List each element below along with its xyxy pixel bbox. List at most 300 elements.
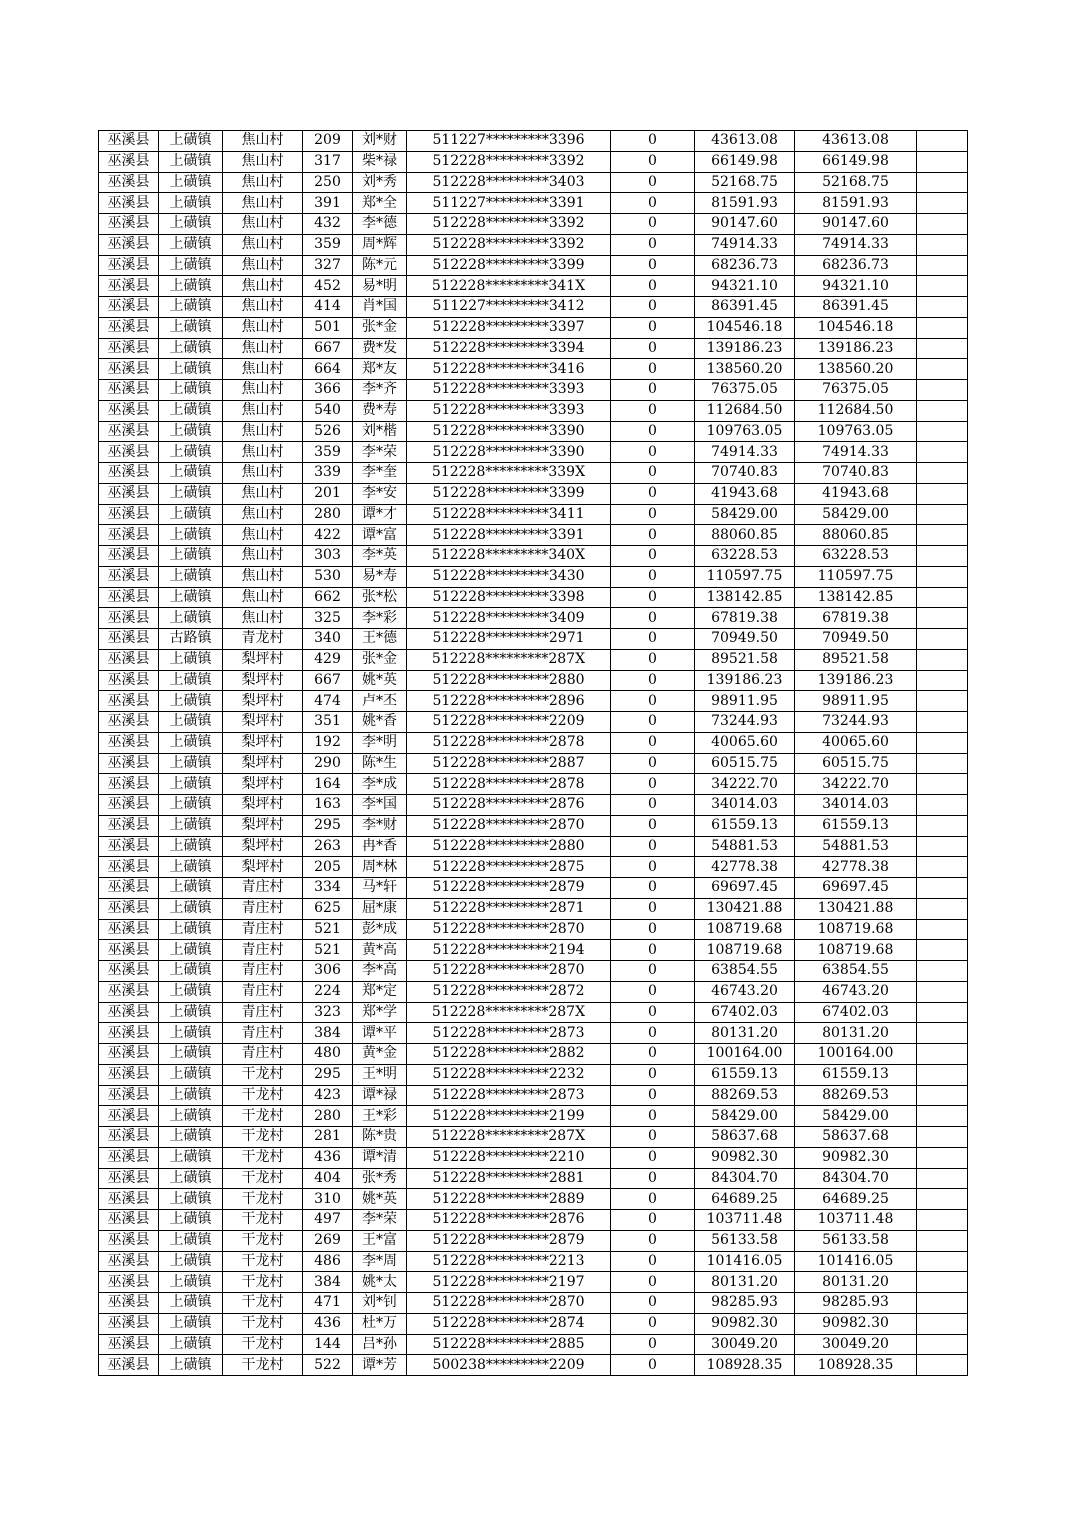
- town-cell: 上磺镇: [159, 981, 223, 1002]
- zero-cell: 0: [611, 712, 695, 733]
- village-cell: 焦山村: [223, 276, 303, 297]
- zero-cell: 0: [611, 1189, 695, 1210]
- village-cell: 焦山村: [223, 380, 303, 401]
- total-cell: 60515.75: [795, 753, 917, 774]
- village-cell: 梨坪村: [223, 670, 303, 691]
- village-cell: 焦山村: [223, 400, 303, 421]
- county-cell: 巫溪县: [99, 297, 159, 318]
- name-cell: 张*金: [353, 649, 407, 670]
- name-cell: 易*明: [353, 276, 407, 297]
- name-cell: 李*荣: [353, 1210, 407, 1231]
- table-row: [99, 1272, 968, 1293]
- total-cell: 67402.03: [795, 1002, 917, 1023]
- name-cell: 黄*高: [353, 940, 407, 961]
- name-cell: 谭*富: [353, 525, 407, 546]
- table-row: [99, 940, 968, 961]
- id-number-cell: 512228*********3391: [407, 525, 611, 546]
- amount-cell: 73244.93: [695, 712, 795, 733]
- note-cell: [917, 483, 968, 504]
- id-number-cell: 512228*********3393: [407, 400, 611, 421]
- note-cell: [917, 774, 968, 795]
- town-cell: 上磺镇: [159, 670, 223, 691]
- town-cell: 上磺镇: [159, 1085, 223, 1106]
- zero-cell: 0: [611, 961, 695, 982]
- amount-cell: 104546.18: [695, 317, 795, 338]
- name-cell: 吕*孙: [353, 1334, 407, 1355]
- village-cell: 焦山村: [223, 525, 303, 546]
- amount-cell: 66149.98: [695, 151, 795, 172]
- table-row: [99, 483, 968, 504]
- table-row: [99, 1189, 968, 1210]
- table-row: [99, 1023, 968, 1044]
- area-cell: 281: [303, 1127, 353, 1148]
- note-cell: [917, 131, 968, 152]
- county-cell: 巫溪县: [99, 546, 159, 567]
- village-cell: 干龙村: [223, 1189, 303, 1210]
- county-cell: 巫溪县: [99, 1189, 159, 1210]
- zero-cell: 0: [611, 587, 695, 608]
- amount-cell: 34222.70: [695, 774, 795, 795]
- county-cell: 巫溪县: [99, 359, 159, 380]
- id-number-cell: 512228*********2873: [407, 1085, 611, 1106]
- total-cell: 56133.58: [795, 1230, 917, 1251]
- town-cell: 上磺镇: [159, 919, 223, 940]
- area-cell: 144: [303, 1334, 353, 1355]
- area-cell: 526: [303, 421, 353, 442]
- town-cell: 上磺镇: [159, 1023, 223, 1044]
- note-cell: [917, 546, 968, 567]
- amount-cell: 110597.75: [695, 566, 795, 587]
- town-cell: 上磺镇: [159, 1251, 223, 1272]
- note-cell: [917, 359, 968, 380]
- zero-cell: 0: [611, 857, 695, 878]
- town-cell: 上磺镇: [159, 151, 223, 172]
- area-cell: 423: [303, 1085, 353, 1106]
- town-cell: 上磺镇: [159, 1106, 223, 1127]
- town-cell: 上磺镇: [159, 795, 223, 816]
- id-number-cell: 512228*********2971: [407, 629, 611, 650]
- zero-cell: 0: [611, 1272, 695, 1293]
- amount-cell: 98285.93: [695, 1293, 795, 1314]
- table-row: [99, 151, 968, 172]
- note-cell: [917, 1355, 968, 1376]
- table-row: [99, 297, 968, 318]
- village-cell: 干龙村: [223, 1085, 303, 1106]
- total-cell: 54881.53: [795, 836, 917, 857]
- table-row: [99, 1334, 968, 1355]
- village-cell: 焦山村: [223, 172, 303, 193]
- village-cell: 梨坪村: [223, 753, 303, 774]
- town-cell: 上磺镇: [159, 400, 223, 421]
- area-cell: 359: [303, 442, 353, 463]
- county-cell: 巫溪县: [99, 919, 159, 940]
- total-cell: 34014.03: [795, 795, 917, 816]
- county-cell: 巫溪县: [99, 317, 159, 338]
- note-cell: [917, 380, 968, 401]
- amount-cell: 42778.38: [695, 857, 795, 878]
- town-cell: 上磺镇: [159, 338, 223, 359]
- zero-cell: 0: [611, 525, 695, 546]
- table-row: [99, 836, 968, 857]
- area-cell: 521: [303, 940, 353, 961]
- zero-cell: 0: [611, 380, 695, 401]
- table-row: [99, 919, 968, 940]
- name-cell: 刘*钊: [353, 1293, 407, 1314]
- area-cell: 250: [303, 172, 353, 193]
- village-cell: 青庄村: [223, 981, 303, 1002]
- table-row: [99, 214, 968, 235]
- town-cell: 上磺镇: [159, 566, 223, 587]
- table-row: [99, 566, 968, 587]
- amount-cell: 90982.30: [695, 1313, 795, 1334]
- table-row: [99, 774, 968, 795]
- id-number-cell: 512228*********2870: [407, 961, 611, 982]
- note-cell: [917, 463, 968, 484]
- note-cell: [917, 629, 968, 650]
- town-cell: 上磺镇: [159, 898, 223, 919]
- amount-cell: 76375.05: [695, 380, 795, 401]
- name-cell: 谭*禄: [353, 1085, 407, 1106]
- town-cell: 上磺镇: [159, 1189, 223, 1210]
- county-cell: 巫溪县: [99, 691, 159, 712]
- county-cell: 巫溪县: [99, 1251, 159, 1272]
- table-row: [99, 898, 968, 919]
- county-cell: 巫溪县: [99, 774, 159, 795]
- note-cell: [917, 795, 968, 816]
- town-cell: 上磺镇: [159, 712, 223, 733]
- county-cell: 巫溪县: [99, 1293, 159, 1314]
- area-cell: 436: [303, 1313, 353, 1334]
- amount-cell: 74914.33: [695, 234, 795, 255]
- zero-cell: 0: [611, 981, 695, 1002]
- name-cell: 王*德: [353, 629, 407, 650]
- id-number-cell: 512228*********3393: [407, 380, 611, 401]
- table-row: [99, 1293, 968, 1314]
- town-cell: 上磺镇: [159, 1168, 223, 1189]
- zero-cell: 0: [611, 1355, 695, 1376]
- amount-cell: 138142.85: [695, 587, 795, 608]
- note-cell: [917, 1168, 968, 1189]
- id-number-cell: 512228*********2871: [407, 898, 611, 919]
- total-cell: 84304.70: [795, 1168, 917, 1189]
- area-cell: 295: [303, 1064, 353, 1085]
- id-number-cell: 512228*********3397: [407, 317, 611, 338]
- id-number-cell: 512228*********341X: [407, 276, 611, 297]
- village-cell: 梨坪村: [223, 712, 303, 733]
- county-cell: 巫溪县: [99, 608, 159, 629]
- note-cell: [917, 1064, 968, 1085]
- total-cell: 138560.20: [795, 359, 917, 380]
- village-cell: 干龙村: [223, 1334, 303, 1355]
- id-number-cell: 512228*********2876: [407, 795, 611, 816]
- area-cell: 325: [303, 608, 353, 629]
- name-cell: 刘*财: [353, 131, 407, 152]
- area-cell: 452: [303, 276, 353, 297]
- area-cell: 340: [303, 629, 353, 650]
- zero-cell: 0: [611, 732, 695, 753]
- area-cell: 414: [303, 297, 353, 318]
- name-cell: 王*彩: [353, 1106, 407, 1127]
- county-cell: 巫溪县: [99, 483, 159, 504]
- county-cell: 巫溪县: [99, 338, 159, 359]
- note-cell: [917, 608, 968, 629]
- area-cell: 163: [303, 795, 353, 816]
- amount-cell: 109763.05: [695, 421, 795, 442]
- amount-cell: 108928.35: [695, 1355, 795, 1376]
- id-number-cell: 512228*********2874: [407, 1313, 611, 1334]
- id-number-cell: 512228*********3398: [407, 587, 611, 608]
- area-cell: 290: [303, 753, 353, 774]
- zero-cell: 0: [611, 276, 695, 297]
- county-cell: 巫溪县: [99, 981, 159, 1002]
- village-cell: 焦山村: [223, 442, 303, 463]
- note-cell: [917, 234, 968, 255]
- zero-cell: 0: [611, 546, 695, 567]
- total-cell: 112684.50: [795, 400, 917, 421]
- area-cell: 522: [303, 1355, 353, 1376]
- county-cell: 巫溪县: [99, 1064, 159, 1085]
- town-cell: 上磺镇: [159, 442, 223, 463]
- id-number-cell: 512228*********2880: [407, 670, 611, 691]
- id-number-cell: 512228*********2875: [407, 857, 611, 878]
- village-cell: 青庄村: [223, 1023, 303, 1044]
- area-cell: 306: [303, 961, 353, 982]
- town-cell: 上磺镇: [159, 297, 223, 318]
- town-cell: 上磺镇: [159, 504, 223, 525]
- county-cell: 巫溪县: [99, 193, 159, 214]
- village-cell: 干龙村: [223, 1272, 303, 1293]
- name-cell: 李*成: [353, 774, 407, 795]
- note-cell: [917, 712, 968, 733]
- area-cell: 436: [303, 1147, 353, 1168]
- county-cell: 巫溪县: [99, 732, 159, 753]
- name-cell: 周*林: [353, 857, 407, 878]
- town-cell: 上磺镇: [159, 1334, 223, 1355]
- area-cell: 384: [303, 1023, 353, 1044]
- amount-cell: 58429.00: [695, 1106, 795, 1127]
- town-cell: 上磺镇: [159, 1355, 223, 1376]
- total-cell: 103711.48: [795, 1210, 917, 1231]
- total-cell: 41943.68: [795, 483, 917, 504]
- name-cell: 卢*丕: [353, 691, 407, 712]
- amount-cell: 40065.60: [695, 732, 795, 753]
- id-number-cell: 512228*********339X: [407, 463, 611, 484]
- name-cell: 刘*楷: [353, 421, 407, 442]
- table-row: [99, 691, 968, 712]
- total-cell: 34222.70: [795, 774, 917, 795]
- name-cell: 李*荣: [353, 442, 407, 463]
- zero-cell: 0: [611, 878, 695, 899]
- amount-cell: 70949.50: [695, 629, 795, 650]
- county-cell: 巫溪县: [99, 380, 159, 401]
- id-number-cell: 512228*********340X: [407, 546, 611, 567]
- id-number-cell: 512228*********2197: [407, 1272, 611, 1293]
- note-cell: [917, 815, 968, 836]
- table-row: [99, 380, 968, 401]
- village-cell: 青庄村: [223, 919, 303, 940]
- total-cell: 86391.45: [795, 297, 917, 318]
- id-number-cell: 512228*********2194: [407, 940, 611, 961]
- amount-cell: 67819.38: [695, 608, 795, 629]
- table-row: [99, 670, 968, 691]
- total-cell: 63854.55: [795, 961, 917, 982]
- total-cell: 76375.05: [795, 380, 917, 401]
- total-cell: 110597.75: [795, 566, 917, 587]
- town-cell: 上磺镇: [159, 483, 223, 504]
- total-cell: 108719.68: [795, 940, 917, 961]
- total-cell: 88269.53: [795, 1085, 917, 1106]
- id-number-cell: 511227*********3412: [407, 297, 611, 318]
- table-row: [99, 131, 968, 152]
- village-cell: 焦山村: [223, 359, 303, 380]
- total-cell: 63228.53: [795, 546, 917, 567]
- total-cell: 70949.50: [795, 629, 917, 650]
- note-cell: [917, 1230, 968, 1251]
- table-row: [99, 400, 968, 421]
- zero-cell: 0: [611, 815, 695, 836]
- town-cell: 上磺镇: [159, 359, 223, 380]
- village-cell: 干龙村: [223, 1147, 303, 1168]
- name-cell: 张*金: [353, 317, 407, 338]
- zero-cell: 0: [611, 297, 695, 318]
- note-cell: [917, 1106, 968, 1127]
- name-cell: 郑*友: [353, 359, 407, 380]
- amount-cell: 88060.85: [695, 525, 795, 546]
- amount-cell: 80131.20: [695, 1023, 795, 1044]
- table-row: [99, 815, 968, 836]
- town-cell: 上磺镇: [159, 317, 223, 338]
- village-cell: 焦山村: [223, 131, 303, 152]
- total-cell: 40065.60: [795, 732, 917, 753]
- village-cell: 焦山村: [223, 255, 303, 276]
- name-cell: 郑*定: [353, 981, 407, 1002]
- table-row: [99, 732, 968, 753]
- name-cell: 李*周: [353, 1251, 407, 1272]
- table-row: [99, 629, 968, 650]
- table-row: [99, 317, 968, 338]
- note-cell: [917, 836, 968, 857]
- zero-cell: 0: [611, 608, 695, 629]
- town-cell: 上磺镇: [159, 691, 223, 712]
- name-cell: 刘*秀: [353, 172, 407, 193]
- county-cell: 巫溪县: [99, 1002, 159, 1023]
- county-cell: 巫溪县: [99, 1127, 159, 1148]
- table-row: [99, 795, 968, 816]
- amount-cell: 74914.33: [695, 442, 795, 463]
- zero-cell: 0: [611, 1293, 695, 1314]
- village-cell: 青庄村: [223, 1044, 303, 1065]
- total-cell: 52168.75: [795, 172, 917, 193]
- area-cell: 384: [303, 1272, 353, 1293]
- area-cell: 497: [303, 1210, 353, 1231]
- amount-cell: 46743.20: [695, 981, 795, 1002]
- town-cell: 上磺镇: [159, 1064, 223, 1085]
- note-cell: [917, 525, 968, 546]
- id-number-cell: 512228*********3409: [407, 608, 611, 629]
- id-number-cell: 512228*********2876: [407, 1210, 611, 1231]
- table-row: [99, 338, 968, 359]
- village-cell: 梨坪村: [223, 649, 303, 670]
- total-cell: 104546.18: [795, 317, 917, 338]
- name-cell: 陈*生: [353, 753, 407, 774]
- note-cell: [917, 670, 968, 691]
- total-cell: 68236.73: [795, 255, 917, 276]
- county-cell: 巫溪县: [99, 214, 159, 235]
- total-cell: 138142.85: [795, 587, 917, 608]
- total-cell: 98911.95: [795, 691, 917, 712]
- village-cell: 焦山村: [223, 234, 303, 255]
- id-number-cell: 512228*********3390: [407, 442, 611, 463]
- area-cell: 530: [303, 566, 353, 587]
- id-number-cell: 512228*********3399: [407, 255, 611, 276]
- amount-cell: 63854.55: [695, 961, 795, 982]
- zero-cell: 0: [611, 1044, 695, 1065]
- county-cell: 巫溪县: [99, 898, 159, 919]
- town-cell: 上磺镇: [159, 276, 223, 297]
- note-cell: [917, 566, 968, 587]
- town-cell: 上磺镇: [159, 587, 223, 608]
- id-number-cell: 512228*********3392: [407, 151, 611, 172]
- area-cell: 280: [303, 504, 353, 525]
- village-cell: 梨坪村: [223, 815, 303, 836]
- note-cell: [917, 961, 968, 982]
- town-cell: 上磺镇: [159, 1313, 223, 1334]
- amount-cell: 139186.23: [695, 338, 795, 359]
- total-cell: 101416.05: [795, 1251, 917, 1272]
- total-cell: 69697.45: [795, 878, 917, 899]
- zero-cell: 0: [611, 338, 695, 359]
- area-cell: 280: [303, 1106, 353, 1127]
- note-cell: [917, 1044, 968, 1065]
- total-cell: 58429.00: [795, 1106, 917, 1127]
- amount-cell: 89521.58: [695, 649, 795, 670]
- town-cell: 上磺镇: [159, 1230, 223, 1251]
- county-cell: 巫溪县: [99, 276, 159, 297]
- county-cell: 巫溪县: [99, 421, 159, 442]
- total-cell: 94321.10: [795, 276, 917, 297]
- total-cell: 43613.08: [795, 131, 917, 152]
- total-cell: 139186.23: [795, 670, 917, 691]
- zero-cell: 0: [611, 670, 695, 691]
- zero-cell: 0: [611, 359, 695, 380]
- table-body: [99, 131, 968, 1376]
- name-cell: 谭*清: [353, 1147, 407, 1168]
- amount-cell: 58429.00: [695, 504, 795, 525]
- village-cell: 青庄村: [223, 1002, 303, 1023]
- county-cell: 巫溪县: [99, 1106, 159, 1127]
- county-cell: 巫溪县: [99, 442, 159, 463]
- amount-cell: 61559.13: [695, 815, 795, 836]
- village-cell: 焦山村: [223, 421, 303, 442]
- id-number-cell: 512228*********287X: [407, 1127, 611, 1148]
- amount-cell: 98911.95: [695, 691, 795, 712]
- table-row: [99, 1085, 968, 1106]
- county-cell: 巫溪县: [99, 878, 159, 899]
- town-cell: 上磺镇: [159, 1044, 223, 1065]
- id-number-cell: 512228*********2209: [407, 712, 611, 733]
- county-cell: 巫溪县: [99, 151, 159, 172]
- amount-cell: 80131.20: [695, 1272, 795, 1293]
- area-cell: 359: [303, 234, 353, 255]
- table-row: [99, 172, 968, 193]
- name-cell: 李*彩: [353, 608, 407, 629]
- name-cell: 李*齐: [353, 380, 407, 401]
- amount-cell: 90982.30: [695, 1147, 795, 1168]
- village-cell: 青庄村: [223, 961, 303, 982]
- total-cell: 61559.13: [795, 815, 917, 836]
- table-row: [99, 587, 968, 608]
- id-number-cell: 512228*********2889: [407, 1189, 611, 1210]
